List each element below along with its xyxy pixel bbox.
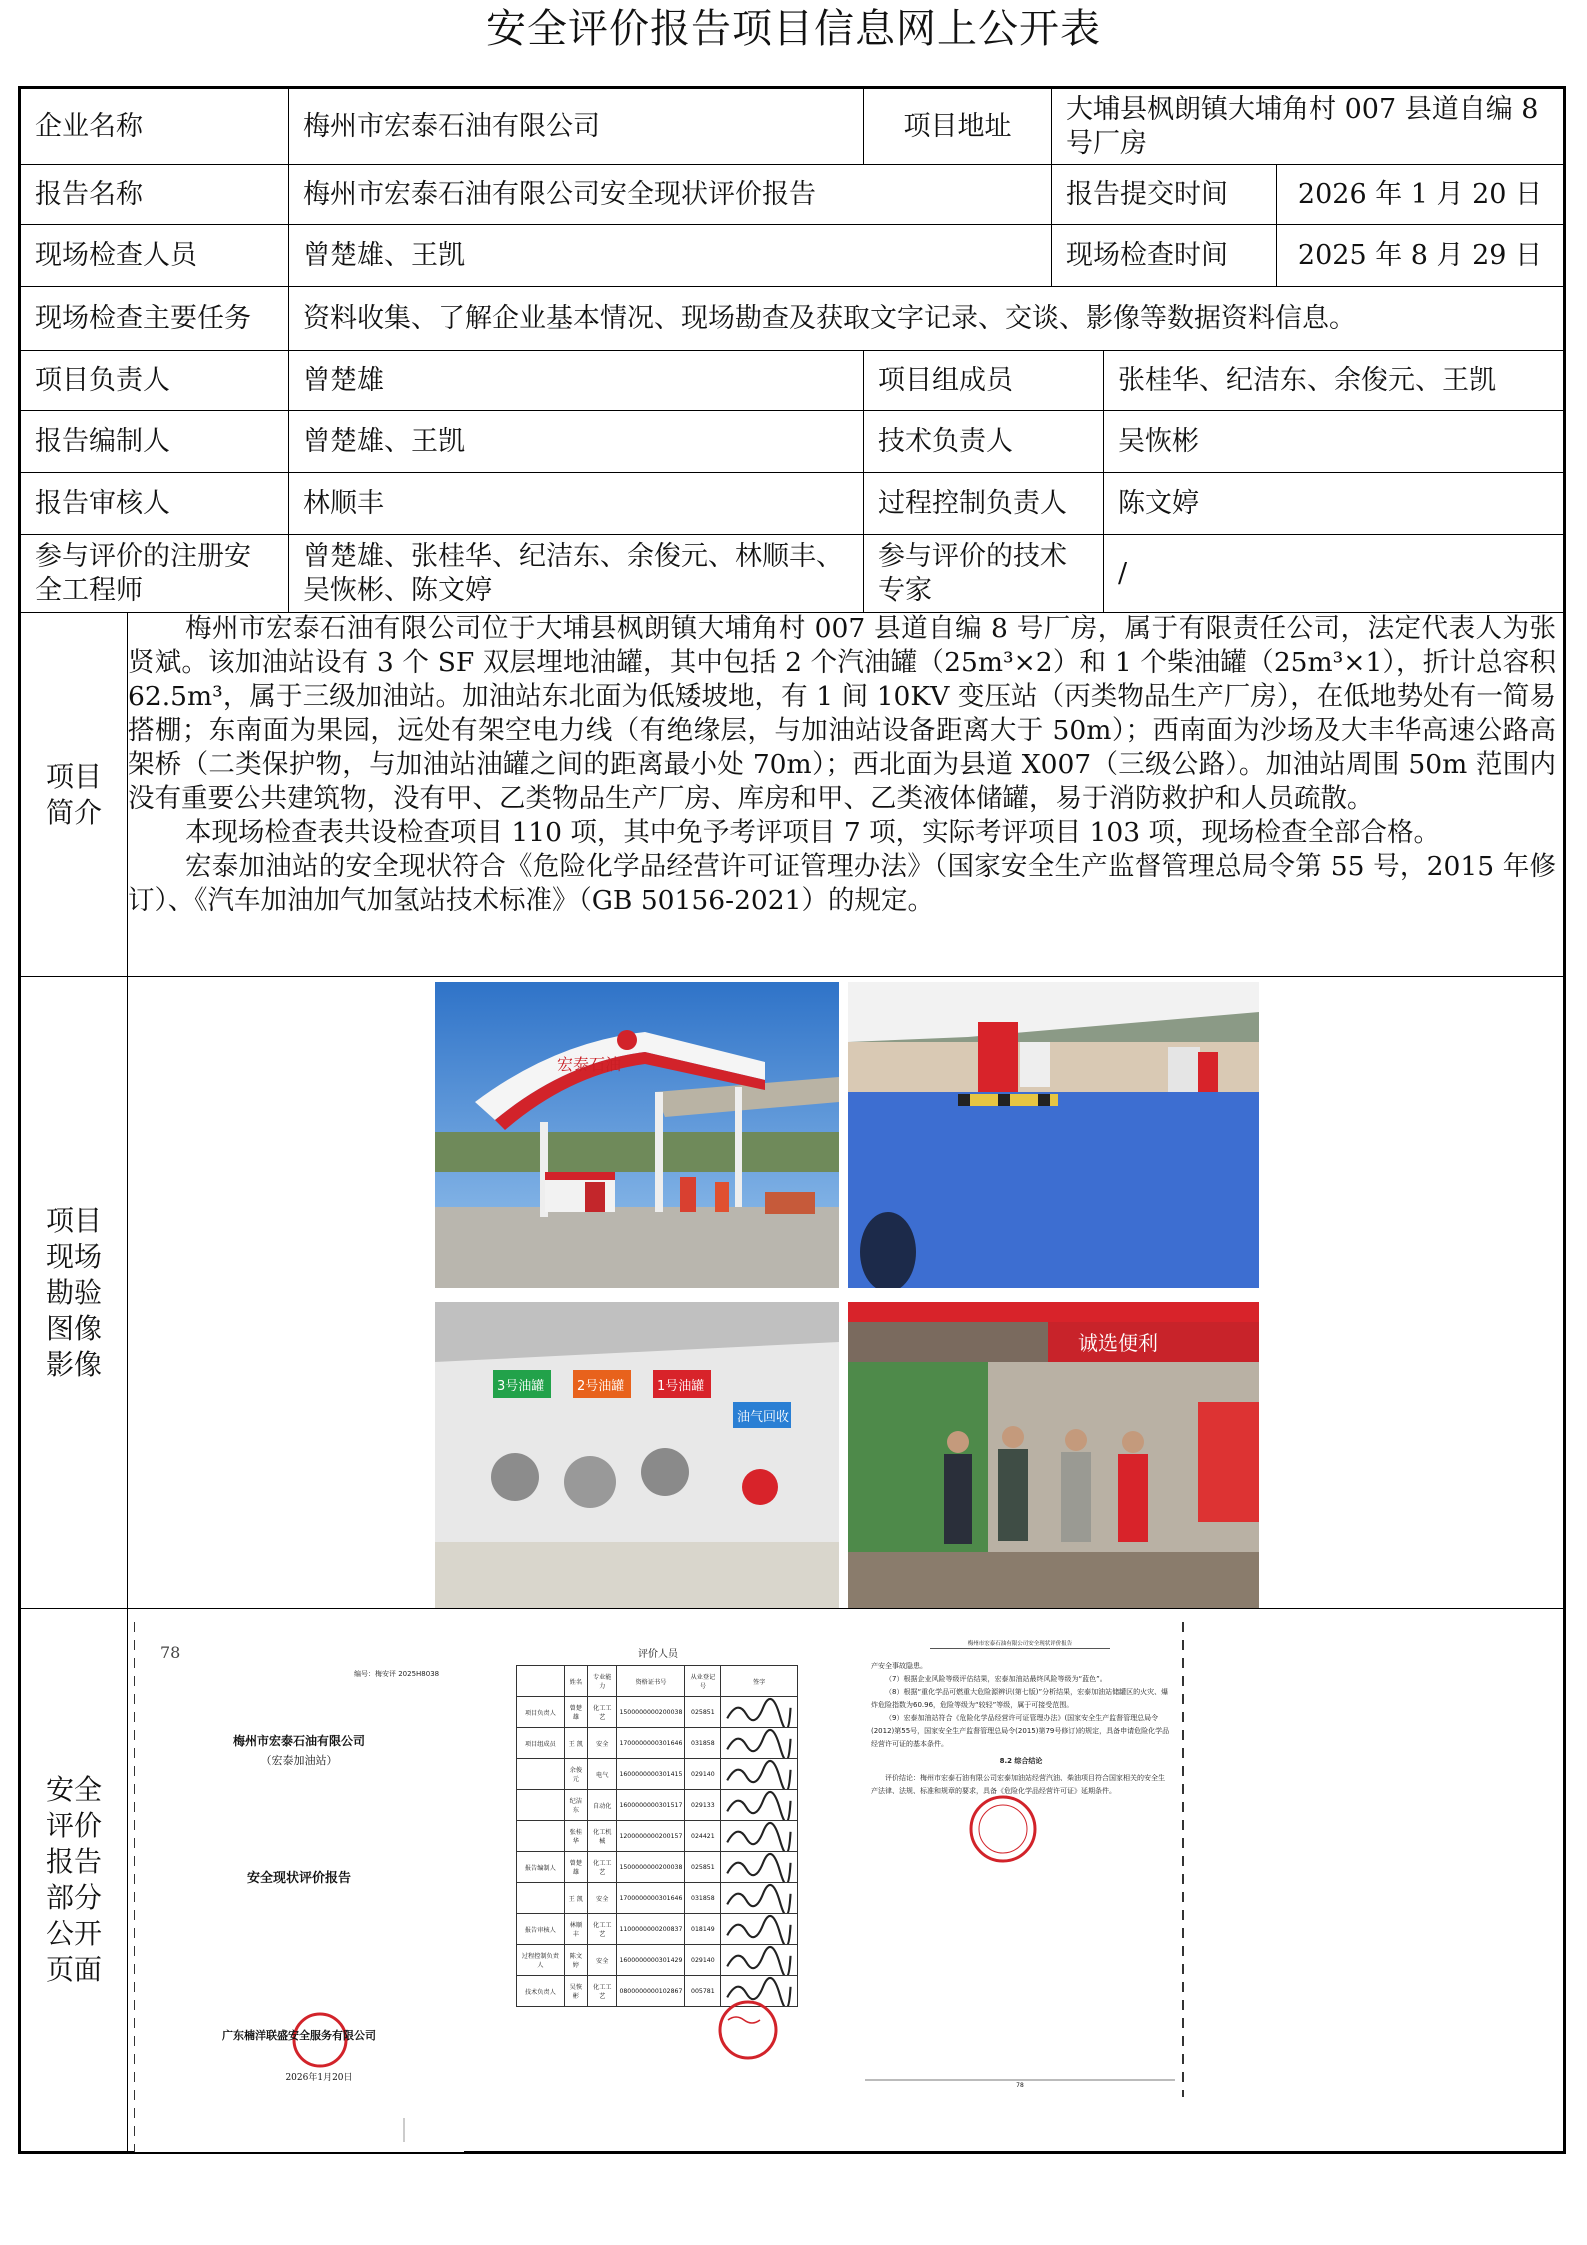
photos-cell (128, 977, 1563, 1609)
staff-cell: 电气 (588, 1759, 617, 1790)
members-label: 项目组成员 (864, 351, 1104, 411)
staff-cell: 025851 (685, 1852, 721, 1883)
vapor-label: 油气回收 (737, 1410, 790, 1425)
table-row (517, 1759, 798, 1790)
signature-cell (721, 1821, 798, 1852)
staff-cell: 安全 (588, 1945, 617, 1976)
task-value: 资料收集、了解企业基本情况、现场勘查及获取文字记录、交谈、影像等数据资料信息。 (289, 287, 1563, 351)
members-value: 张桂华、纪洁东、余俊元、王凯 (1104, 351, 1563, 411)
staff-cell: 过程控制负责人 (517, 1945, 565, 1976)
cover-code: 编号：梅安评 2025H8038 (354, 1670, 440, 1678)
staff-header-cell: 专业能力 (588, 1666, 617, 1697)
staff-cell: 安全 (588, 1883, 617, 1914)
report-name-label: 报告名称 (21, 165, 289, 225)
staff-cell: 1200000000200157 (617, 1821, 685, 1852)
table-row (517, 1914, 798, 1945)
cover-organization: 广东楠洋联盛安全服务有限公司 (222, 2029, 376, 2042)
photo-station-canopy (435, 982, 839, 1288)
staff-cell: 吴恢彬 (564, 1976, 587, 2007)
intro-label-text: 项目简介 (45, 759, 102, 829)
process-label: 过程控制负责人 (864, 473, 1104, 535)
leader-label: 项目负责人 (21, 351, 289, 411)
cover-date: 2026年1月20日 (285, 2073, 353, 2083)
conclusion-header: 梅州市宏泰石油有限公司安全现状评价报告 (930, 1640, 1110, 1649)
staff-cell: 025851 (685, 1697, 721, 1728)
staff-table-title: 评价人员 (638, 1649, 678, 1660)
cover-company: 梅州市宏泰石油有限公司 (232, 1734, 366, 1748)
staff-cell: 018149 (685, 1914, 721, 1945)
staff-cell: 1600000000301429 (617, 1945, 685, 1976)
page-title: 安全评价报告项目信息网上公开表 (486, 6, 1101, 52)
table-row (517, 1728, 798, 1759)
signature-cell (721, 1945, 798, 1976)
inspectors-value: 曾楚雄、王凯 (289, 225, 1052, 287)
cover-station: （宏泰加油站） (260, 1754, 338, 1767)
intro-text (128, 612, 1556, 918)
cover-corner-mark: 78 (160, 1643, 181, 1662)
staff-cell: 024421 (685, 1821, 721, 1852)
staff-cell: 1700000000301646 (617, 1728, 685, 1759)
staff-cell: 报告编制人 (517, 1852, 565, 1883)
conclusion-page-number: 78 (1016, 2082, 1024, 2089)
signature-scribble (723, 1852, 795, 1882)
signature-cell (721, 1790, 798, 1821)
report-staff-page (508, 1645, 808, 2085)
staff-table-header (517, 1666, 798, 1697)
conclusion-subtitle: 8.2 综合结论 (999, 1757, 1043, 1765)
signature-cell (721, 1852, 798, 1883)
staff-cell: 化工机械 (588, 1821, 617, 1852)
leader-value: 曾楚雄 (289, 351, 864, 411)
pages-label-text: 安全评价报告部分公开页面 (45, 1773, 102, 1986)
report-cover-page (134, 1622, 464, 2152)
tank-label-2: 2号油罐 (577, 1379, 625, 1394)
reviewer-label: 报告审核人 (21, 473, 289, 535)
staff-cell: 031858 (685, 1883, 721, 1914)
signature-cell (721, 1883, 798, 1914)
staff-cell (517, 1883, 565, 1914)
intro-paragraph-3: 宏泰加油站的安全现状符合《危险化学品经营许可证管理办法》（国家安全生产监督管理总局令第 55 号，2015 年修订）、《汽车加油加气加氢站技术标准》（GB 50156-2021）的规定。 (128, 851, 1556, 916)
signature-scribble (723, 1728, 795, 1758)
staff-cell: 0800000000102867 (617, 1976, 685, 2007)
staff-cell: 项目负责人 (517, 1697, 565, 1728)
staff-cell: 王 凯 (564, 1728, 587, 1759)
address-value: 大埔县枫朗镇大埔角村 007 县道自编 8 号厂房 (1052, 89, 1563, 165)
store-sign: 诚选便利 (1078, 1331, 1158, 1355)
staff-cell: 1600000000301517 (617, 1790, 685, 1821)
table-row (517, 1852, 798, 1883)
inspectors-label: 现场检查人员 (21, 225, 289, 287)
staff-cell: 化工工艺 (588, 1697, 617, 1728)
submit-time-label: 报告提交时间 (1052, 165, 1277, 225)
signature-scribble (723, 1697, 795, 1727)
staff-cell: 029140 (685, 1759, 721, 1790)
report-conclusion-page (855, 1622, 1185, 2097)
intro-paragraph-1: 梅州市宏泰石油有限公司位于大埔县枫朗镇大埔角村 007 县道自编 8 号厂房，属于有限责任公司，法定代表人为张贤斌。该加油站设有 3 个 SF 双层埋地油罐，其中包括 2 个汽油罐（25m³×2）和 1 个柴油罐（25m³×1），折计总容积 62.5m³，属于三级加油站。加油站东北面为低矮坡地，有 1 间 10KV 变压站（丙类物品生产厂房），在低地势处有一简易搭棚；东南面为果园，远处有架空电力线（有绝缘层，与加油站设备距离大于 50m）；西南面为沙场及大丰华高速公路高架桥（二类保护物，与加油站油罐之间的距离最小处 70m）；西北面为县道 X007（三级公路）。加油站周围 50m 范围内没有重要公共建筑物，没有甲、乙类物品生产厂房、库房和甲、乙类液体储罐，易于消防救护和人员疏散。 (128, 613, 1556, 814)
submit-time-value: 2026 年 1 月 20 日 (1277, 165, 1563, 225)
signature-scribble (723, 1945, 795, 1975)
photos-label (21, 977, 128, 1609)
staff-cell: 曾楚雄 (564, 1697, 587, 1728)
table-row (517, 1790, 798, 1821)
conclusion-line-5: 评价结论：梅州市宏泰石油有限公司宏泰加油站经营汽油、柴油项目符合国家相关的安全生产法律、法规、标准和规章的要求，具备《危险化学品经营许可证》延期条件。 (871, 1774, 1165, 1795)
conclusion-line-1: 产安全事故隐患。 (871, 1662, 927, 1670)
pages-label (21, 1609, 128, 2151)
staff-cell: 纪洁东 (564, 1790, 587, 1821)
staff-cell: 1500000000200038 (617, 1852, 685, 1883)
experts-value: / (1104, 535, 1563, 613)
staff-cell: 曾楚雄 (564, 1852, 587, 1883)
experts-label: 参与评价的技术专家 (864, 535, 1104, 613)
staff-header-cell: 姓名 (564, 1666, 587, 1697)
staff-cell: 张桂华 (564, 1821, 587, 1852)
conclusion-body (871, 1660, 1171, 1798)
signature-cell (721, 1697, 798, 1728)
station-sign: 宏泰石油 (557, 1055, 622, 1074)
intro-label (21, 613, 128, 977)
photo-tank-well (435, 1302, 839, 1608)
staff-cell: 陈文婷 (564, 1945, 587, 1976)
inspect-time-label: 现场检查时间 (1052, 225, 1277, 287)
company-value: 梅州市宏泰石油有限公司 (289, 89, 864, 165)
tech-label: 技术负责人 (864, 411, 1104, 473)
report-name-value: 梅州市宏泰石油有限公司安全现状评价报告 (289, 165, 1052, 225)
company-label: 企业名称 (21, 89, 289, 165)
cover-report-title: 安全现状评价报告 (246, 1871, 352, 1886)
staff-cell: 化工工艺 (588, 1852, 617, 1883)
signature-cell (721, 1914, 798, 1945)
staff-cell: 王 凯 (564, 1883, 587, 1914)
conclusion-line-4: （9）宏泰加油站符合《危险化学品经营许可证管理办法》(国家安全生产监督管理总局令(2012)第55号，国家安全生产监督管理总局令(2015)第79号修订)的规定，具备申请危险化学品经营许可证的基本条件。 (871, 1714, 1170, 1748)
signature-scribble (723, 1821, 795, 1851)
conclusion-line-2: （7）根据企业风险等级评估结果，宏泰加油站最终风险等级为“蓝色”。 (885, 1675, 1107, 1683)
staff-header-cell: 从业登记号 (685, 1666, 721, 1697)
staff-cell: 029133 (685, 1790, 721, 1821)
staff-cell (517, 1821, 565, 1852)
staff-cell: 化工工艺 (588, 1914, 617, 1945)
table-row (517, 1697, 798, 1728)
staff-cell: 自动化 (588, 1790, 617, 1821)
signature-scribble (723, 1914, 795, 1944)
staff-header-cell: 签字 (721, 1666, 798, 1697)
photos-label-text: 项目现场勘验图像影像 (45, 1203, 102, 1381)
staff-header-cell: 资格证书号 (617, 1666, 685, 1697)
signature-scribble (723, 1976, 795, 2006)
staff-table (516, 1665, 806, 2007)
table-row (517, 1945, 798, 1976)
staff-table-grid (516, 1665, 798, 2007)
staff-cell (517, 1759, 565, 1790)
staff-cell: 1100000000200837 (617, 1914, 685, 1945)
table-row (517, 1821, 798, 1852)
address-label: 项目地址 (864, 89, 1052, 165)
staff-cell: 技术负责人 (517, 1976, 565, 2007)
intro-paragraph-2: 本现场检查表共设检查项目 110 项，其中免予考评项目 7 项，实际考评项目 103 项，现场检查全部合格。 (185, 817, 1441, 848)
staff-cell (517, 1790, 565, 1821)
staff-cell: 报告审核人 (517, 1914, 565, 1945)
tank-label-3: 3号油罐 (497, 1379, 545, 1394)
staff-cell: 安全 (588, 1728, 617, 1759)
compiler-label: 报告编制人 (21, 411, 289, 473)
signature-cell (721, 1976, 798, 2007)
staff-cell: 1600000000301415 (617, 1759, 685, 1790)
photo-inspection-team (848, 1302, 1259, 1608)
process-value: 陈文婷 (1104, 473, 1563, 535)
staff-cell: 林顺丰 (564, 1914, 587, 1945)
staff-cell: 005781 (685, 1976, 721, 2007)
staff-header-role (517, 1666, 565, 1697)
signature-scribble (723, 1883, 795, 1913)
staff-cell: 项目组成员 (517, 1728, 565, 1759)
staff-cell: 1700000000301646 (617, 1883, 685, 1914)
staff-cell: 1500000000200038 (617, 1697, 685, 1728)
signature-cell (721, 1728, 798, 1759)
photo-fuel-pumps (848, 982, 1259, 1288)
conclusion-line-3: （8）根据“重化学品可燃重大危险源辨识(第七版)”分析结果，宏泰加油站储罐区的火灾、爆炸危险指数为60.96，危险等级为“较轻”等级，属于可接受范围。 (871, 1688, 1169, 1709)
compiler-value: 曾楚雄、王凯 (289, 411, 864, 473)
staff-cell: 化工工艺 (588, 1976, 617, 2007)
tank-label-1: 1号油罐 (657, 1379, 705, 1394)
table-row (517, 1976, 798, 2007)
inspect-time-value: 2025 年 8 月 29 日 (1277, 225, 1563, 287)
staff-cell: 余俊元 (564, 1759, 587, 1790)
engineers-value: 曾楚雄、张桂华、纪洁东、余俊元、林顺丰、吴恢彬、陈文婷 (289, 535, 864, 613)
reviewer-value: 林顺丰 (289, 473, 864, 535)
signature-scribble (723, 1790, 795, 1820)
signature-cell (721, 1759, 798, 1790)
table-row (517, 1883, 798, 1914)
task-label: 现场检查主要任务 (21, 287, 289, 351)
staff-cell: 029140 (685, 1945, 721, 1976)
staff-cell: 031858 (685, 1728, 721, 1759)
engineers-label: 参与评价的注册安全工程师 (21, 535, 289, 613)
tech-value: 吴恢彬 (1104, 411, 1563, 473)
signature-scribble (723, 1759, 795, 1789)
